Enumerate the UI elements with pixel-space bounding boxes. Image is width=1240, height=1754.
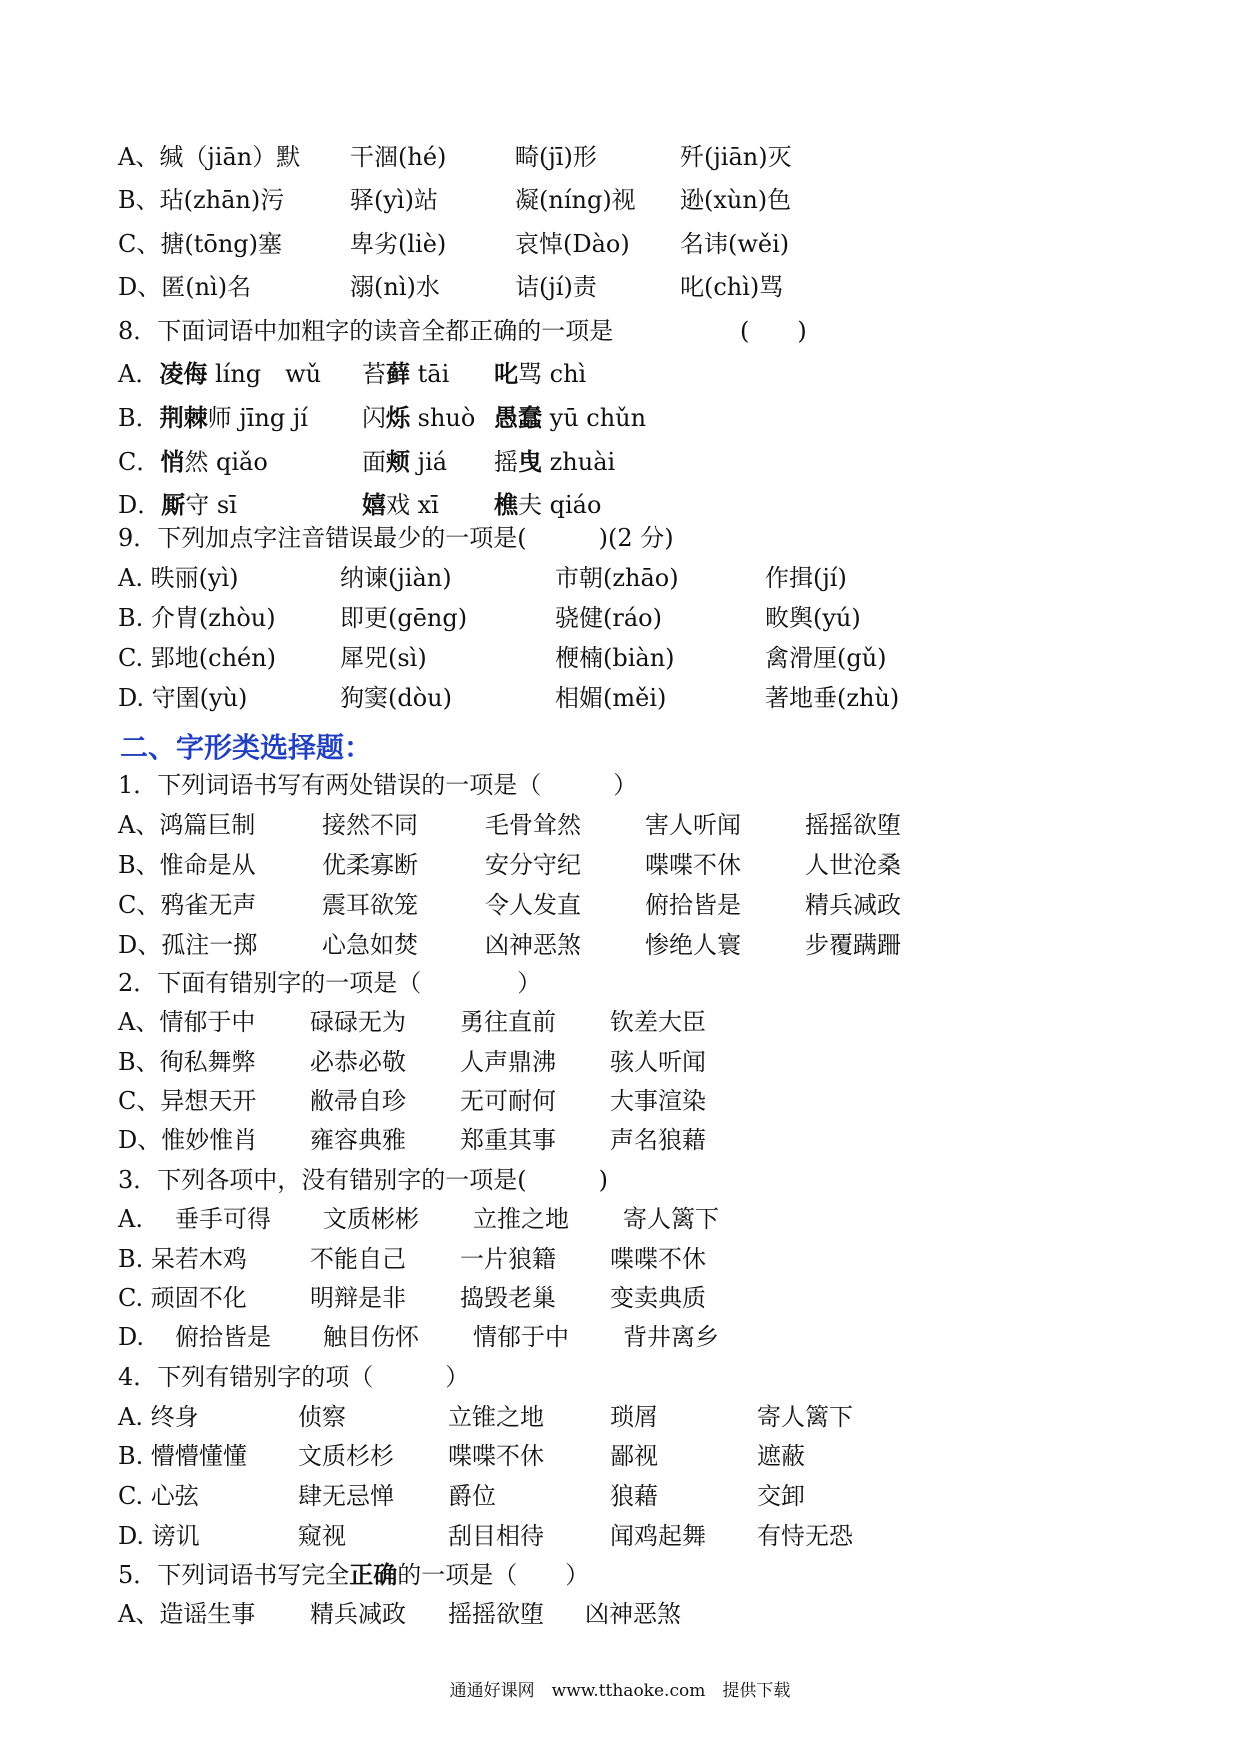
section-title: 二、字形类选择题： <box>120 731 373 764</box>
option-cell: 必恭必敬 <box>310 1048 406 1076</box>
option-cell: 愚蠢 yū chǔn <box>494 403 647 432</box>
option-cell: 摇摇欲堕 <box>805 811 901 839</box>
option-cell: 无可耐何 <box>460 1087 556 1115</box>
option-cell: 碌碌无为 <box>310 1008 406 1036</box>
option-cell: A. <box>118 1205 143 1233</box>
option-cell: 畸(jī)形 <box>515 143 597 171</box>
option-cell: B、玷(zhān)污 <box>118 186 285 214</box>
option-cell: 哀悼(Dào) <box>515 230 630 258</box>
option-cell: 逊(xùn)色 <box>680 186 792 214</box>
option-cell: 毛骨耸然 <box>485 811 581 839</box>
q8-option-row <box>0 354 1240 394</box>
option-cell: 琐屑 <box>610 1403 658 1431</box>
s2q4-option-row <box>0 1397 1240 1437</box>
option-cell: 溺(nì)水 <box>350 273 440 301</box>
option-cell: 名讳(wěi) <box>680 230 790 258</box>
s2q1-option-row <box>0 885 1240 925</box>
option-cell: D．厮守 sī <box>118 490 237 519</box>
option-cell: 人声鼎沸 <box>460 1048 556 1076</box>
q7-option-row <box>0 267 1240 307</box>
option-cell: D、匿(nì)名 <box>118 273 252 301</box>
option-cell: 雍容典雅 <box>310 1126 406 1154</box>
option-cell: C. 顽固不化 <box>118 1284 247 1312</box>
option-cell: A. 昳丽(yì) <box>118 564 239 592</box>
option-cell: 卑劣(liè) <box>350 230 447 258</box>
s2q1-stem <box>0 765 1240 805</box>
option-cell: C、异想天开 <box>118 1087 257 1115</box>
q7-option-row <box>0 137 1240 177</box>
option-cell: 凝(níng)视 <box>515 186 636 214</box>
q8-option-row <box>0 442 1240 482</box>
s2q2-option-row <box>0 1120 1240 1160</box>
option-cell: 惨绝人寰 <box>645 931 741 959</box>
option-cell: 垂手可得 <box>175 1205 271 1233</box>
option-cell: 骁健(ráo) <box>555 604 662 632</box>
option-cell: 接然不同 <box>322 811 418 839</box>
s2q2-option-row <box>0 1081 1240 1121</box>
option-cell: 人世沧桑 <box>805 851 901 879</box>
option-cell: 狼藉 <box>610 1482 658 1510</box>
option-cell: 立锥之地 <box>448 1403 544 1431</box>
q7-option-row <box>0 180 1240 220</box>
option-cell: 相媚(měi) <box>555 684 667 712</box>
option-cell: 捣毁老巢 <box>460 1284 556 1312</box>
option-cell: 精兵减政 <box>310 1600 406 1628</box>
question-stem: 2．下面有错别字的一项是（ ） <box>118 969 542 997</box>
option-cell: 寄人篱下 <box>757 1403 853 1431</box>
q9-option-row <box>0 558 1240 598</box>
option-cell: 嬉戏 xī <box>362 490 439 519</box>
s2q4-option-row <box>0 1476 1240 1516</box>
s2q1-option-row <box>0 805 1240 845</box>
option-cell: 叱(chì)骂 <box>680 273 784 301</box>
option-cell: 情郁于中 <box>473 1323 569 1351</box>
option-cell: 精兵减政 <box>805 891 901 919</box>
option-cell: 郑重其事 <box>460 1126 556 1154</box>
option-cell: 鄙视 <box>610 1442 658 1470</box>
option-cell: A．凌侮 líng wǔ <box>118 359 322 388</box>
option-cell: 闻鸡起舞 <box>610 1522 706 1550</box>
option-cell: 刮目相待 <box>448 1522 544 1550</box>
question-stem: 3．下列各项中，没有错别字的一项是( ) <box>118 1166 608 1194</box>
option-cell: 心急如焚 <box>322 931 418 959</box>
question-stem: 4．下列有错别字的项（ ） <box>118 1363 470 1391</box>
option-cell: B、惟命是从 <box>118 851 256 879</box>
option-cell: 有恃无恐 <box>757 1522 853 1550</box>
option-cell: 闪烁 shuò <box>362 403 476 432</box>
option-cell: B. 懵懵懂懂 <box>118 1442 247 1470</box>
question-stem: 5．下列词语书写完全正确的一项是（ ） <box>118 1560 590 1589</box>
s2q4-stem <box>0 1357 1240 1397</box>
option-cell: 即更(gēng) <box>340 604 468 632</box>
q8-option-row <box>0 398 1240 438</box>
option-cell: D. 守圉(yù) <box>118 684 248 712</box>
option-cell: 喋喋不休 <box>448 1442 544 1470</box>
option-cell: 不能自己 <box>310 1245 406 1273</box>
option-cell: 苔藓 tāi <box>362 359 450 388</box>
option-cell: 歼(jiān)灭 <box>680 143 792 171</box>
option-cell: 背井离乡 <box>623 1323 719 1351</box>
option-cell: 楩楠(biàn) <box>555 644 675 672</box>
option-cell: 交卸 <box>757 1482 805 1510</box>
s2q3-option-row <box>0 1317 1240 1357</box>
option-cell: 爵位 <box>448 1482 496 1510</box>
option-cell: 文质杉杉 <box>298 1442 394 1470</box>
question-stem: 8．下面词语中加粗字的读音全都正确的一项是 <box>118 317 614 345</box>
option-cell: 干涸(hé) <box>350 143 447 171</box>
option-cell: 寄人篱下 <box>623 1205 719 1233</box>
option-cell: 令人发直 <box>485 891 581 919</box>
option-cell: 诘(jí)责 <box>515 273 597 301</box>
option-cell: 触目伤怀 <box>323 1323 419 1351</box>
s2q1-option-row <box>0 845 1240 885</box>
option-cell: 立推之地 <box>473 1205 569 1233</box>
s2q4-option-row <box>0 1516 1240 1556</box>
option-cell: C、鸦雀无声 <box>118 891 257 919</box>
option-cell: B、徇私舞弊 <box>118 1048 256 1076</box>
option-cell: 叱骂 chì <box>494 359 587 388</box>
option-cell: 作揖(jí) <box>765 564 847 592</box>
option-cell: 肆无忌惮 <box>298 1482 394 1510</box>
s2q3-option-row <box>0 1239 1240 1279</box>
option-cell: 侦察 <box>298 1403 346 1431</box>
option-cell: 勇往直前 <box>460 1008 556 1036</box>
option-cell: 喋喋不休 <box>610 1245 706 1273</box>
option-cell: 著地垂(zhù) <box>765 684 900 712</box>
option-cell: 遮蔽 <box>757 1442 805 1470</box>
option-cell: A、鸿篇巨制 <box>118 811 256 839</box>
option-cell: 摇摇欲堕 <box>448 1600 544 1628</box>
option-cell: A、情郁于中 <box>118 1008 256 1036</box>
s2q2-option-row <box>0 1002 1240 1042</box>
option-cell: 畋舆(yú) <box>765 604 861 632</box>
s2q3-option-row <box>0 1199 1240 1239</box>
s2q4-option-row <box>0 1436 1240 1476</box>
q9-option-row <box>0 678 1240 718</box>
option-cell: B．荆棘师 jīng jí <box>118 403 308 432</box>
option-cell: 纳谏(jiàn) <box>340 564 452 592</box>
option-cell: 震耳欲笼 <box>322 891 418 919</box>
option-cell: C. 郢地(chén) <box>118 644 277 672</box>
s2q5-option-row <box>0 1594 1240 1634</box>
question-stem: 1．下列词语书写有两处错误的一项是（ ） <box>118 771 638 799</box>
option-cell: 声名狼藉 <box>610 1126 706 1154</box>
option-cell: 狗窦(dòu) <box>340 684 452 712</box>
option-cell: D、惟妙惟肖 <box>118 1126 258 1154</box>
option-cell: 步覆蹒跚 <box>805 931 901 959</box>
option-cell: 一片狼籍 <box>460 1245 556 1273</box>
option-cell: 文质彬彬 <box>323 1205 419 1233</box>
q9-stem <box>0 518 1240 558</box>
option-cell: B. 呆若木鸡 <box>118 1245 247 1273</box>
option-cell: 害人听闻 <box>645 811 741 839</box>
option-cell: 大事渲染 <box>610 1087 706 1115</box>
option-cell: 明辩是非 <box>310 1284 406 1312</box>
option-cell: C. 心弦 <box>118 1482 199 1510</box>
option-cell: A、缄（jiān）默 <box>118 143 301 171</box>
option-cell: D、孤注一掷 <box>118 931 258 959</box>
q9-option-row <box>0 598 1240 638</box>
option-cell: 驿(yì)站 <box>350 186 438 214</box>
s2q1-option-row <box>0 925 1240 965</box>
s2q3-stem <box>0 1160 1240 1200</box>
q8-stem <box>0 311 1240 351</box>
option-cell: D. <box>118 1323 145 1351</box>
q9-option-row <box>0 638 1240 678</box>
option-cell: 骇人听闻 <box>610 1048 706 1076</box>
option-cell: D. 谤讥 <box>118 1522 200 1550</box>
option-cell: 变卖典质 <box>610 1284 706 1312</box>
option-cell: 樵夫 qiáo <box>494 490 602 519</box>
option-cell: A、造谣生事 <box>118 1600 256 1628</box>
question-stem: 9．下列加点字注音错误最少的一项是( )(2 分) <box>118 524 674 552</box>
option-cell: 优柔寡断 <box>322 851 418 879</box>
option-cell: 敝帚自珍 <box>310 1087 406 1115</box>
option-cell: 窥视 <box>298 1522 346 1550</box>
option-cell: 俯拾皆是 <box>645 891 741 919</box>
option-cell: C、搪(tōng)塞 <box>118 230 283 258</box>
option-cell: 钦差大臣 <box>610 1008 706 1036</box>
option-cell: 犀兕(sì) <box>340 644 427 672</box>
option-cell: 禽滑厘(gǔ) <box>765 644 887 672</box>
option-cell: C．悄然 qiǎo <box>118 447 268 476</box>
answer-bracket: ( ) <box>740 317 807 345</box>
page-footer: 通通好课网 www.tthaoke.com 提供下载 <box>449 1681 791 1701</box>
option-cell: 安分守纪 <box>485 851 581 879</box>
option-cell: 市朝(zhāo) <box>555 564 679 592</box>
option-cell: 凶神恶煞 <box>485 931 581 959</box>
option-cell: 摇曳 zhuài <box>494 447 616 476</box>
s2q3-option-row <box>0 1278 1240 1318</box>
option-cell: 喋喋不休 <box>645 851 741 879</box>
option-cell: 凶神恶煞 <box>585 1600 681 1628</box>
q7-option-row <box>0 224 1240 264</box>
s2q2-stem <box>0 963 1240 1003</box>
s2q5-stem <box>0 1555 1240 1595</box>
option-cell: 面颊 jiá <box>362 447 448 476</box>
option-cell: B. 介胄(zhòu) <box>118 604 276 632</box>
option-cell: A. 终身 <box>118 1403 199 1431</box>
option-cell: 俯拾皆是 <box>175 1323 271 1351</box>
s2q2-option-row <box>0 1042 1240 1082</box>
